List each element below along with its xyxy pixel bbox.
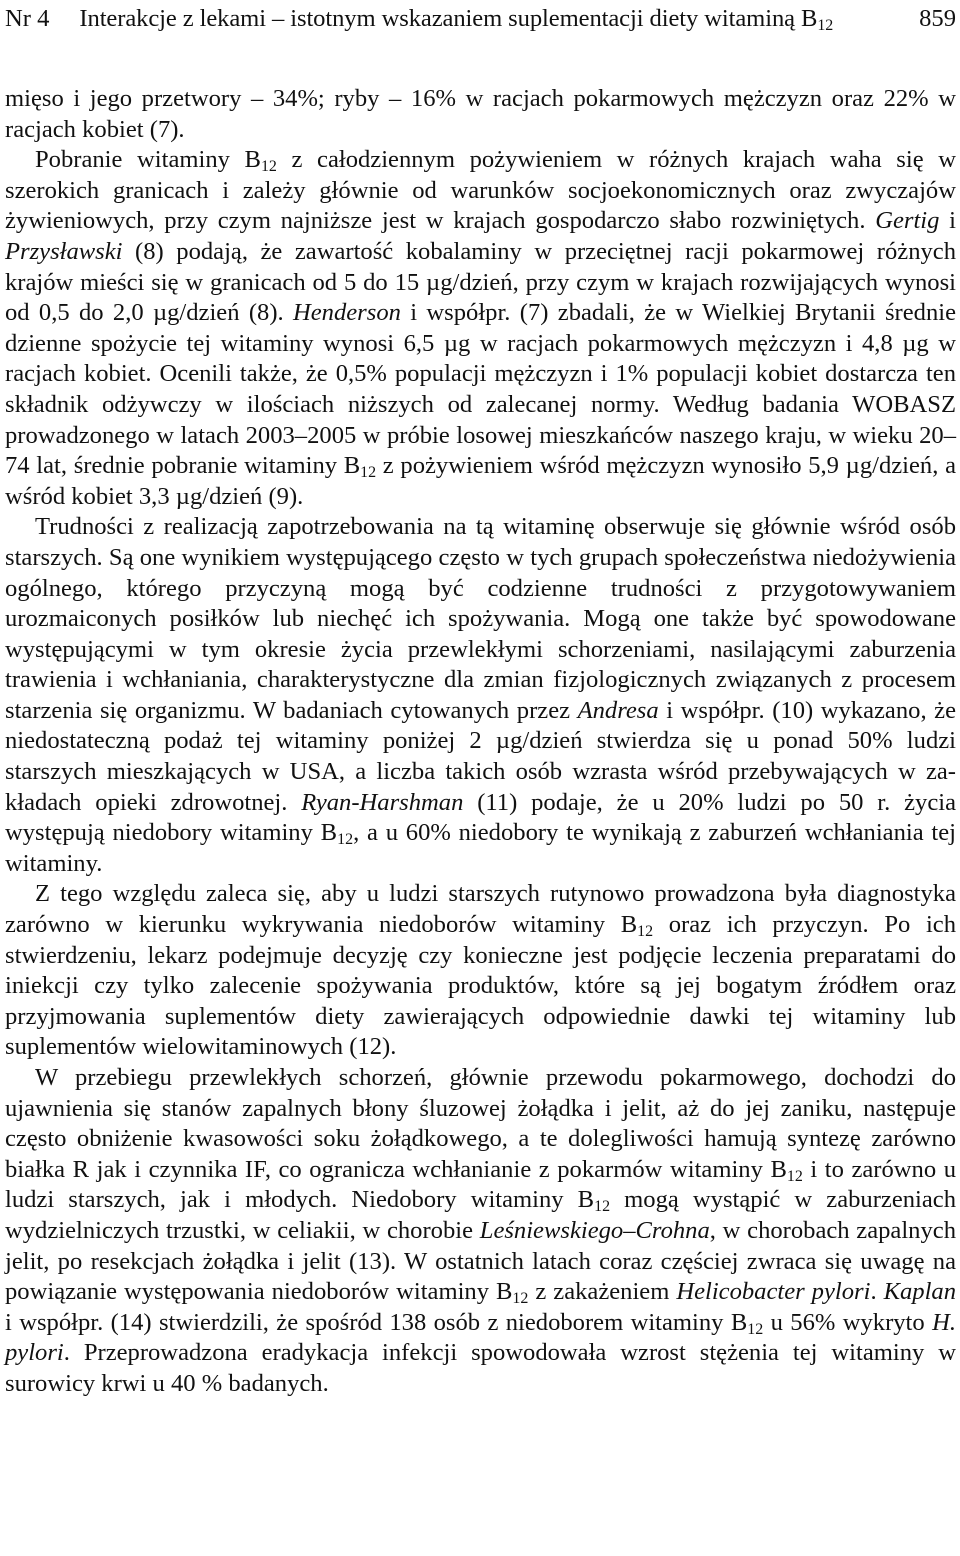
text-run: W przebiegu przewlekłych schorzeń, głównie przewodu pokarmowego, dochodzi do ujawnienia się stanów zapalnych błony śluzowej żołądka i jelit, aż do jej zaniku, następuje często obniżenie kwasowości soku żołądkowego, a te dolegliwości hamują syntezę zarówno białka R jak i czynnika IF, co ogranicza wchłanianie z pokarmów witaminy B — [5, 1064, 956, 1183]
italic-text: Przysławski — [5, 237, 123, 265]
text-run: z całodziennym pożywieniem w różnych krajach waha się w szerokich granicach i zależy głównie od warunków socjoekonomicznych oraz zwyczajów żywieniowych, przy czym najniższe jest w krajach gospodarczo słabo rozwiniętych. — [5, 146, 956, 235]
paragraph — [5, 879, 956, 1063]
italic-text: Ryan-Harshman — [301, 788, 464, 816]
subscript: 12 — [637, 923, 654, 941]
italic-text: Henderson — [293, 299, 401, 327]
paragraph — [5, 512, 956, 879]
subscript: 12 — [786, 1167, 803, 1185]
text-run: mięso i jego przetwory – 34%; ryby – 16% w racjach pokarmowych mężczyzn oraz 22% w racjach kobiet (7). — [5, 85, 956, 143]
text-run: . Przeprowadzona eradykacja infekcji spowodowała wzrost stężenia tej witaminy w surowicy krwi u 40 % badanych. — [5, 1339, 956, 1397]
subscript: 12 — [360, 464, 377, 482]
text-run: i współpr. (7) zbadali, że w Wielkiej Brytanii średnie dzienne spożycie tej witaminy wynosi 6,5 µg w racjach pokarmowych mężczyzn i 4,8 µg w racjach kobiet. Ocenili także, że 0,5% populacji mężczyzn i 1% populacji kobiet dostarcza ten składnik odżywczy w ilościach niższych od zalecanej normy. Według badania WOBASZ prowadzonego w latach 2003–2005 w próbie losowej mieszkańców naszego kraju, w wieku 20–74 lat, średnie pobranie witaminy B — [5, 299, 956, 480]
text-run: Pobranie witaminy B — [35, 146, 261, 174]
running-title-text: Interakcje z lekami – istotnym wskazaniem suplementacji diety witaminą B — [79, 5, 818, 32]
text-run: i współpr. (10) wykazano, że niedostateczną podaż tej witaminy poniżej 2 µg/dzień stwierdza się u ponad 50% ludzi starszych mieszkających w USA, a liczba takich osób wzrasta wśród przebywających w zakładach opieki zdrowotnej. — [5, 696, 956, 816]
text-run: oraz ich przyczyn. Po ich stwierdzeniu, lekarz podejmuje decyzję czy konieczne jest podjęcie leczenia preparatami do iniekcji czy tylko zalecenie spożywania produktów, które są jej bogatym źródłem oraz przyjmowania suplementów diety zawierających odpowiednie dawki tej witaminy lub suplementów wielowitaminowych (12). — [5, 911, 956, 1061]
text-run: Z tego względu zaleca się, aby u ludzi starszych rutynowo prowadzona była diagnostyka zarówno w kierunku wykrywania niedoborów witaminy B — [5, 880, 956, 939]
subscript: 12 — [594, 1198, 611, 1216]
text-run: i to zarówno u ludzi starszych, jak i młodych. Niedobory witaminy B — [5, 1155, 956, 1214]
italic-text: Kaplan — [883, 1278, 957, 1306]
text-run: (11) podaje, że u 20% ludzi po 50 r. życia występują niedobory witaminy B — [5, 788, 956, 847]
text-run: . — [870, 1278, 884, 1306]
subscript: 12 — [512, 1290, 529, 1308]
paragraph — [5, 84, 956, 145]
text-run: z pożywieniem wśród mężczyzn wynosiło 5,9 µg/dzień, a wśród kobiet 3,3 µg/dzień (9). — [5, 452, 956, 510]
running-title — [79, 4, 919, 35]
text-run: i współpr. (14) stwierdzili, że spośród 138 osób z niedoborem witaminy B — [5, 1308, 748, 1336]
page-number: 859 — [919, 5, 956, 32]
text-run: mogą wystąpić w zaburzeniach wydzielniczych trzustki, w celiakii, w chorobie — [5, 1186, 956, 1244]
italic-text: Gertig — [875, 207, 940, 235]
text-run: , w chorobach zapalnych jelit, po resekcjach żołądka i jelit (13). W ostatnich latach coraz częściej zwraca się uwagę na powiązanie występowania niedoborów witaminy B — [5, 1216, 956, 1306]
paragraph — [5, 145, 956, 512]
running-header — [5, 0, 956, 44]
paragraph — [5, 1063, 956, 1400]
issue-number: Nr 4 — [5, 5, 50, 32]
italic-text: Leśniewskiego–Crohna — [479, 1216, 710, 1244]
italic-text: Andresa — [577, 696, 659, 724]
text-run: i — [939, 207, 956, 235]
text-run: Trudności z realizacją zapotrzebowania na tą witaminę obserwuje się głównie wśród osób starszych. Są one wynikiem występującego często w tych grupach społeczeństwa niedożywienia ogólnego, którego przyczyną mogą być codzienne trudności z przygotowywaniem urozmaiconych posiłków lub niechęć ich spożywania. Mogą one także być spowodowane występującymi w tym okresie życia przewlekłymi schorzeniami, nasilającymi zaburzenia trawienia i wchłaniania, charakterystyczne dla zmian fizjologicznych związanych z procesem starzenia się organizmu. W badaniach cytowanych przez — [5, 513, 956, 724]
subscript: 12 — [747, 1320, 764, 1338]
italic-text: Helicobacter pylori — [676, 1278, 871, 1306]
subscript: 12 — [337, 831, 354, 849]
text-run: , a u 60% niedobory te wynikają z zaburzeń wchłaniania tej witaminy. — [5, 819, 956, 877]
text-run: u 56% wykryto — [763, 1308, 933, 1336]
subscript: 12 — [260, 158, 277, 176]
article-body — [5, 84, 956, 1400]
text-run: z zakażeniem — [528, 1278, 677, 1306]
text-run: (8) podają, że zawartość kobalaminy w przeciętnej racji pokarmowej różnych krajów mieści się w granicach od 5 do 15 µg/dzień, przy czym w krajach rozwijających wynosi od 0,5 do 2,0 µg/dzień (8). — [5, 237, 956, 327]
italic-text: H. pylori — [5, 1308, 956, 1367]
running-title-subscript: 12 — [817, 16, 834, 34]
